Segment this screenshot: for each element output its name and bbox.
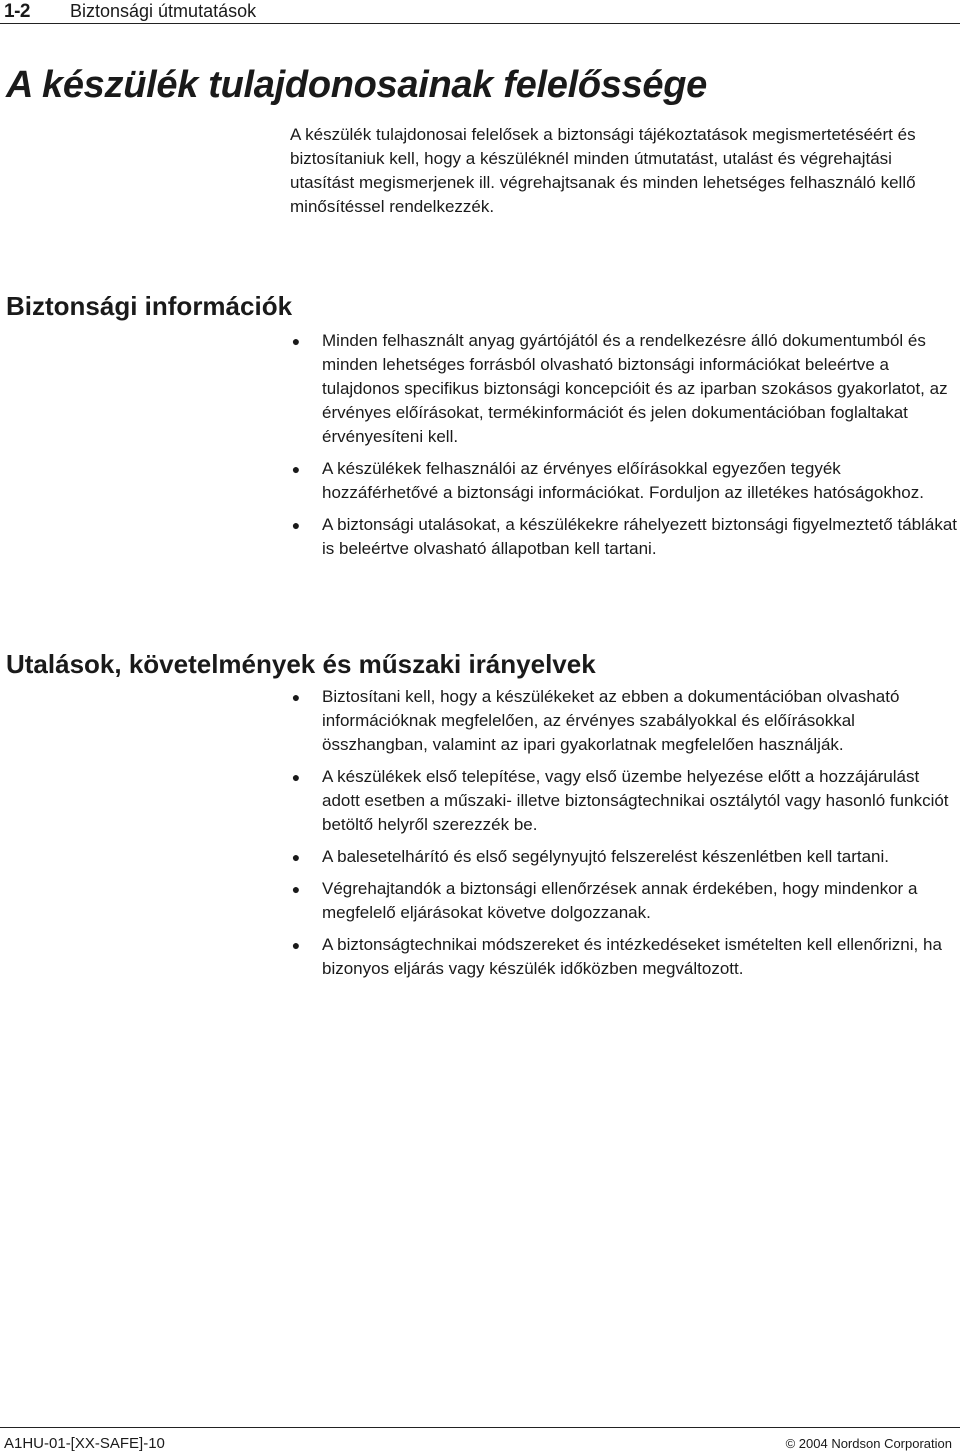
list-item-text: A biztonságtechnikai módszereket és intézkedéseket ismételten kell ellenőrizni, ha bizonyos eljárás vagy készülék időközben megváltozott. [322,935,942,978]
document-code: A1HU-01-[XX-SAFE]-10 [4,1435,165,1452]
section-heading-requirements: Utalások, követelmények és műszaki irányelvek [6,649,596,679]
list-item-text: A készülékek első telepítése, vagy első üzembe helyezése előtt a hozzájárulást adott esetben a műszaki- illetve biztonságtechnikai osztálytól vagy hasonló funkciót betöltő helyről szerezzék be. [322,767,949,834]
requirements-list [290,685,960,989]
bullet-icon: ● [291,937,301,953]
page-title: A készülék tulajdonosainak felelőssége [6,64,708,106]
list-item [290,845,960,869]
list-item-text: Végrehajtandók a biztonsági ellenőrzések annak érdekében, hogy mindenkor a megfelelő eljárásokat követve dolgozzanak. [322,879,918,922]
bullet-icon: ● [291,333,301,349]
bullet-icon: ● [291,517,301,533]
list-item-text: A balesetelhárító és első segélynyujtó felszerelést készenlétben kell tartani. [322,847,889,866]
footer-divider [0,1427,960,1428]
bullet-icon: ● [291,849,301,865]
bullet-icon: ● [291,769,301,785]
section-heading-safety-info: Biztonsági információk [6,291,293,321]
list-item-text: A biztonsági utalásokat, a készülékekre ráhelyezett biztonsági figyelmeztető táblákat is beleértve olvasható állapotban kell tartani. [322,515,958,558]
list-item [290,329,960,449]
bullet-icon: ● [291,881,301,897]
list-item-text: Minden felhasznált anyag gyártójától és a rendelkezésre álló dokumentumból és minden lehetséges forrásból olvasható biztonsági információkat beleértve a tulajdonos specifikus biztonsági koncepcióit és az iparban szokásos gyakorlatot, az érvényes előírásokat, termékinformációt és jelen dokumentációban foglaltakat érvényesíteni kell. [322,331,948,446]
bullet-icon: ● [291,461,301,477]
list-item [290,933,960,981]
list-item [290,877,960,925]
list-item [290,685,960,757]
intro-paragraph: A készülék tulajdonosai felelősek a biztonsági tájékoztatások megismertetéséért és biztosítaniuk kell, hogy a készüléknél minden útmutatást, utalást és végrehajtási utasítást megismerjenek ill. végrehajtsanak és minden lehetséges felhasználó kellő minősítéssel rendelkezzék. [290,125,916,216]
copyright-notice: © 2004 Nordson Corporation [785,1436,952,1451]
page-number: 1-2 [4,1,30,22]
list-item [290,765,960,837]
header-title: Biztonsági útmutatások [70,1,257,21]
header-divider [0,23,960,24]
safety-info-list [290,329,960,569]
list-item [290,457,960,505]
page-header [0,0,960,24]
list-item [290,513,960,561]
bullet-icon: ● [291,689,301,705]
list-item-text: Biztosítani kell, hogy a készülékeket az ebben a dokumentációban olvasható információknak megfelelően, az érvényes szabályokkal és előírásokkal összhangban, valamint az ipari gyakorlatnak megfelelően használják. [322,687,900,754]
list-item-text: A készülékek felhasználói az érvényes előírásokkal egyezően tegyék hozzáférhetővé a biztonsági információkat. Forduljon az illetékes hatóságokhoz. [322,459,924,502]
